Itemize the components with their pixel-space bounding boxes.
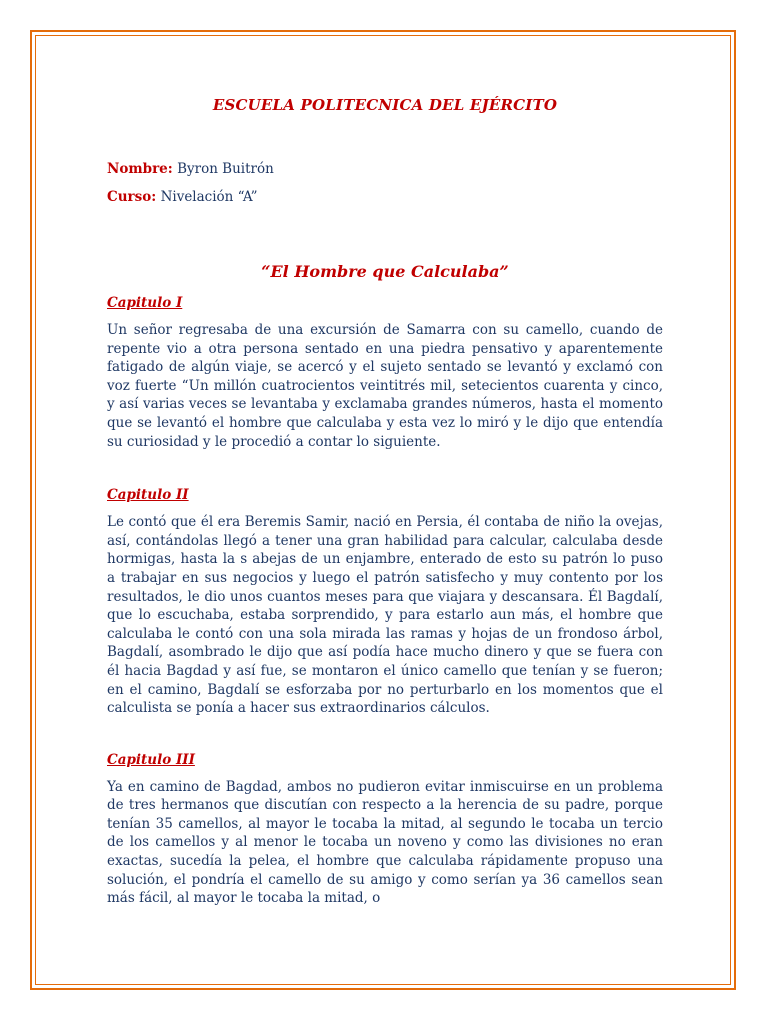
course-label: Curso:	[107, 189, 157, 205]
chapter-1-text: Un señor regresaba de una excursión de Samarra con su camello, cuando de repente vio a otra persona sentado en una piedra pensativo y aparentemente fatigado de algún viaje, se acercó y el sujeto sentado se levantó y exclamó con voz fuerte “Un millón cuatrocientos veintitrés mil, setecientos cuarenta y cinco, y así varias veces se levantaba y exclamaba grandes números, hasta el momento que se levantó el hombre que calculaba y esta vez lo miró y le dijo que entendía su curiosidad y le procedió a contar lo siguiente.	[107, 322, 663, 450]
student-name-line	[107, 160, 663, 178]
course-line	[107, 188, 663, 206]
course-value: Nivelación “A”	[160, 189, 258, 205]
name-label: Nombre:	[107, 161, 173, 177]
chapter-3-text: Ya en camino de Bagdad, ambos no pudieron evitar inmiscuirse en un problema de tres hermanos que discutían con respecto a la herencia de su padre, porque tenían 35 camellos, al mayor le tocaba la mitad, al segundo le tocaba un tercio de los camellos y al menor le tocaba un noveno y como las divisiones no eran exactas, sucedía la pelea, el hombre que calculaba rápidamente propuso una solución, el pondría el camello de su amigo y como serían ya 36 camellos sean más fácil, al mayor le tocaba la mitad, o	[107, 778, 663, 907]
chapter-1-heading: Capitulo I	[107, 295, 183, 311]
name-value: Byron Buitrón	[177, 161, 274, 177]
school-title: ESCUELA POLITECNICA DEL EJÉRCITO	[212, 96, 558, 114]
book-title: “El Hombre que Calculaba”	[261, 262, 509, 281]
document-body	[107, 96, 663, 908]
chapter-2-text: Le contó que él era Beremis Samir, nació en Persia, él contaba de niño la ovejas, así, contándolas llegó a tener una gran habilidad para calcular, calculaba desde hormigas, hasta la s abejas de un enjambre, enterado de esto su patrón lo puso a trabajar en sus negocios y luego el patrón satisfecho y muy contento por los resultados, le dio unos cuantos meses para que viajara y descansara. Él Bagdalí, que lo escuchaba, estaba sorprendido, y para estarlo aun más, el hombre que calculaba le contó con una sola mirada las ramas y hojas de un frondoso árbol, Bagdalí, asombrado le dijo que así podía hace mucho dinero y que se fuera con él hacia Bagdad y así fue, se montaron el único camello que tenían y se fueron; en el camino, Bagdalí se esforzaba por no perturbarlo en los momentos que el calculista se ponía a hacer sus extraordinarios cálculos.	[107, 514, 663, 717]
chapter-3-heading: Capitulo III	[107, 751, 195, 768]
chapter-2-heading: Capitulo II	[107, 487, 189, 504]
